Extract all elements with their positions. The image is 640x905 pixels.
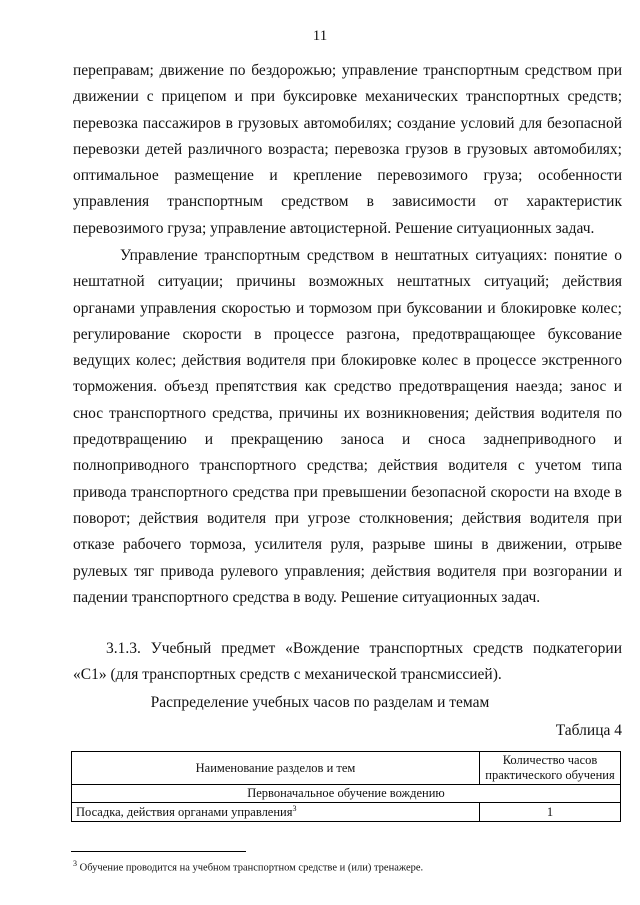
section-title-cell: Первоначальное обучение вождению <box>72 785 621 803</box>
section-row <box>72 785 621 803</box>
footnote <box>73 859 423 874</box>
row-name-text: Посадка, действия органами управления <box>76 805 293 820</box>
footnote-mark: 3 <box>292 804 297 813</box>
footnote-number: 3 <box>73 859 77 868</box>
paragraph-subject-title: 3.1.3. Учебный предмет «Вождение транспортных средств подкатегории «С1» (для транспортных средств с механической трансмиссией). <box>73 640 622 684</box>
row-hours-cell: 1 <box>480 803 621 822</box>
header-name-cell: Наименование разделов и тем <box>72 752 480 785</box>
table-row <box>72 803 621 822</box>
table-header-row <box>72 752 621 785</box>
paragraph-nonstandard-situations: Управление транспортным средством в нештатных ситуациях: понятие о нештатной ситуации; причины возможных нештатных ситуаций; действия органами управления скоростью и тормозом при буксовании и блокировке колес; регулирование скорости в процессе разгона, предотвращающее буксование ведущих колес; действия водителя при блокировке колес в процессе экстренного торможения. объезд препятствия как средство предотвращения наезда; занос и снос транспортного средства, причины их возникновения; действия водителя по предотвращению и прекращению заноса и сноса заднеприводного и полноприводного транспортного средства; действия водителя с учетом типа привода транспортного средства при превышении безопасной скорости на входе в поворот; действия водителя при угрозе столкновения; действия водителя при отказе рабочего тормоза, усилителя руля, разрыве шины в движении, отрыве рулевых тяг привода рулевого управления; действия водителя при возгорании и падении транспортного средства в воду. Решение ситуационных задач. <box>73 247 622 606</box>
hours-table <box>71 751 621 822</box>
row-name-cell <box>72 803 480 822</box>
footnote-text: Обучение проводится на учебном транспортном средстве и (или) тренажере. <box>79 862 424 874</box>
header-hours-cell: Количество часов практического обучения <box>480 752 621 785</box>
table-heading: Распределение учебных часов по разделам и темам <box>150 694 490 711</box>
page-number: 11 <box>312 28 328 44</box>
footnote-divider <box>71 851 246 852</box>
table-label: Таблица 4 <box>555 722 622 739</box>
paragraph-continuation: переправам; движение по бездорожью; управление транспортным средством при движении с прицепом и при буксировке механических транспортных средств; перевозка пассажиров в грузовых автомобилях; создание условий для безопасной перевозки детей различного возраста; перевозка грузов в грузовых автомобилях; оптимальное размещение и крепление перевозимого груза; особенности управления транспортным средством в зависимости от характеристик перевозимого груза; управление автоцистерной. Решение ситуационных задач. <box>73 62 622 237</box>
